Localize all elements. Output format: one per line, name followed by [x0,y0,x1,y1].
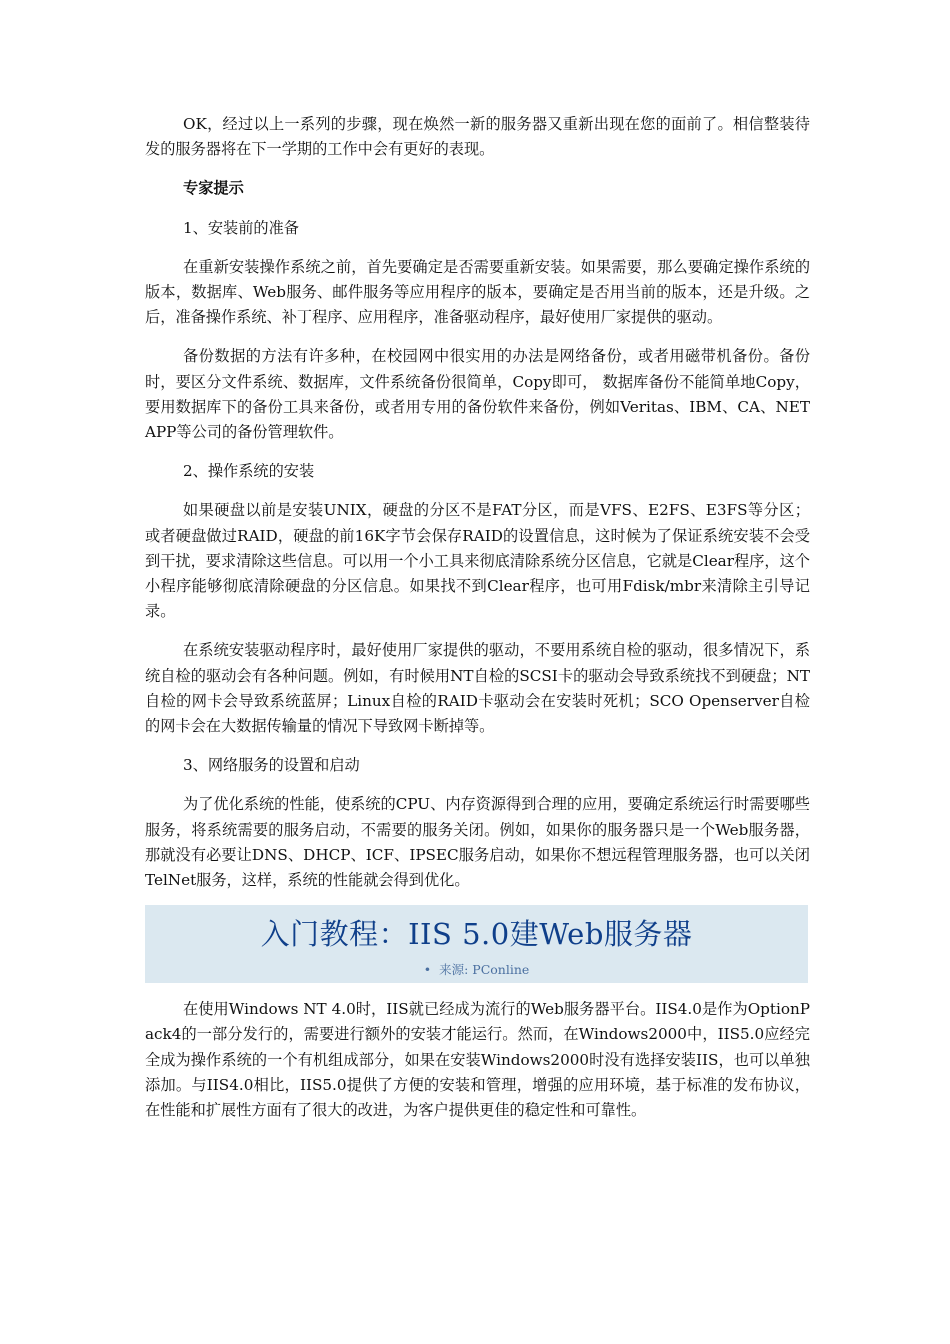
article-title-banner [145,905,808,983]
paragraph-disk: 如果硬盘以前是安装UNIX，硬盘的分区不是FAT分区，而是VFS、E2FS、E3FS等分区；或者硬盘做过RAID，硬盘的前16K字节会保存RAID的设置信息，这时候为了保证系统安装不会受到干扰，要求清除这些信息。可以用一个小工具来彻底清除系统分区信息，它就是Clear程序，这个小程序能够彻底清除硬盘的分区信息。如果找不到Clear程序，也可用Fdisk/mbr来清除主引导记录。 [145,501,810,621]
intro-paragraph: OK，经过以上一系列的步骤，现在焕然一新的服务器又重新出现在您的面前了。相信整装待发的服务器将在下一学期的工作中会有更好的表现。 [145,115,810,159]
paragraph-services: 为了优化系统的性能，使系统的CPU、内存资源得到合理的应用，要确定系统运行时需要哪些服务，将系统需要的服务启动，不需要的服务关闭。例如，如果你的服务器只是一个Web服务器，那就没有必要让DNS、DHCP、ICF、IPSEC服务启动，如果你不想远程管理服务器，也可以关闭TelNet服务，这样，系统的性能就会得到优化。 [145,795,810,890]
section-heading-prep: 1、安装前的准备 [183,218,299,237]
paragraph-prep: 在重新安装操作系统之前，首先要确定是否需要重新安装。如果需要，那么要确定操作系统的版本，数据库、Web服务、邮件服务等应用程序的版本，要确定是否用当前的版本，还是升级。之后，准备操作系统、补丁程序、应用程序，准备驱动程序，最好使用厂家提供的驱动。 [145,257,810,327]
article-source-text: 来源: PConline [439,962,530,978]
paragraph-backup: 备份数据的方法有许多种，在校园网中很实用的办法是网络备份，或者用磁带机备份。备份时，要区分文件系统、数据库，文件系统备份很简单，Copy即可， 数据库备份不能简单地Copy，要用数据库下的备份工具来备份，或者用专用的备份软件来备份，例如Veritas、IBM、CA、NETAPP等公司的备份管理软件。 [145,347,810,442]
tips-heading: 专家提示 [183,179,244,198]
paragraph-iis: 在使用Windows NT 4.0时，IIS就已经成为流行的Web服务器平台。IIS4.0是作为OptionPack4的一部分发行的，需要进行额外的安装才能运行。然而，在Windows2000中，IIS5.0应经完全成为操作系统的一个有机组成部分，如果在安装Windows2000时没有选择安装IIS，也可以单独添加。与IIS4.0相比，IIS5.0提供了方便的安装和管理，增强的应用环境，基于标准的发布协议，在性能和扩展性方面有了很大的改进，为客户提供更佳的稳定性和可靠性。 [145,1000,810,1120]
article-title: 入门教程：IIS 5.0建Web服务器 [260,917,693,952]
section-heading-os-install: 2、操作系统的安装 [183,462,315,481]
bullet-icon: • [423,962,432,978]
section-heading-network: 3、网络服务的设置和启动 [183,756,360,775]
document-page [145,112,810,1123]
paragraph-drivers: 在系统安装驱动程序时，最好使用厂家提供的驱动，不要用系统自检的驱动，很多情况下，系统自检的驱动会有各种问题。例如，有时候用NT自检的SCSI卡的驱动会导致系统找不到硬盘；NT自检的网卡会导致系统蓝屏；Linux自检的RAID卡驱动会在安装时死机；SCO Openserver自检的网卡会在大数据传输量的情况下导致网卡断掉等。 [145,641,810,736]
article-source [145,961,808,979]
